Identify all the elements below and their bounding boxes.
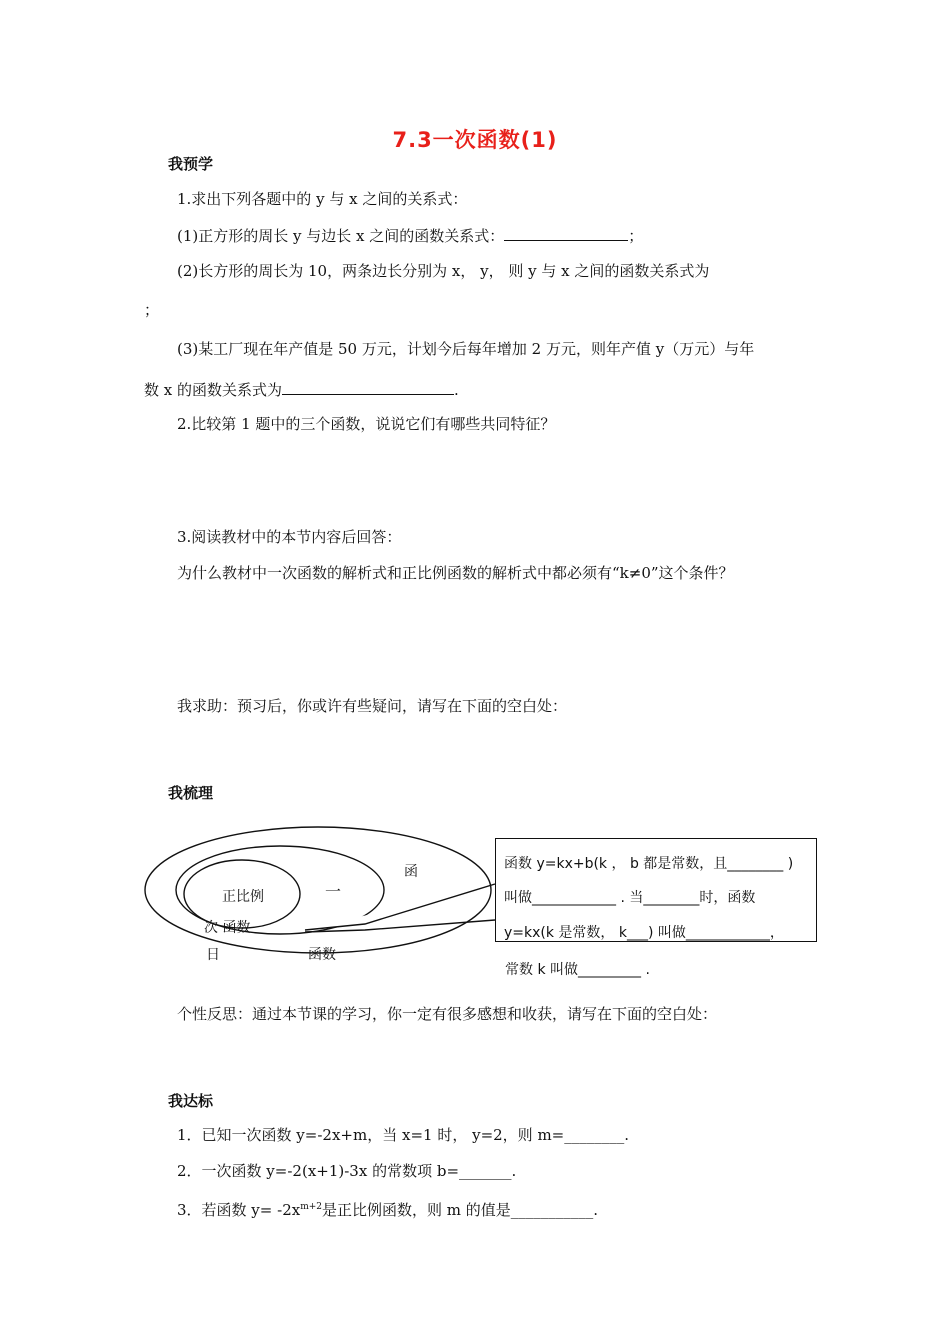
question-1: 1.求出下列各题中的 y 与 x 之间的关系式：: [177, 190, 468, 208]
diagram-label-function-b: 日: [206, 947, 220, 963]
question-1-2: (2)长方形的周长为 10，两条边长分别为 x， y， 则 y 与 x 之间的函数关系式为: [177, 262, 710, 280]
definition-callout-box: [495, 838, 817, 942]
definition-line-2: 叫做____________ . 当________时，函数: [504, 890, 756, 906]
question-1-1: [177, 224, 643, 247]
diagram-label-function-a: 函: [404, 864, 418, 880]
question-1-3-text: 数 x 的函数关系式为: [144, 381, 282, 399]
diagram-label-linear-b: 次 函数: [204, 920, 251, 936]
help-prompt: 我求助：预习后，你或许有些疑问，请写在下面的空白处：: [177, 697, 568, 715]
question-1-3-line2: [144, 378, 459, 401]
check-question-3-a: 3．若函数 y= -2x: [177, 1201, 301, 1219]
check-question-3-exponent: m+2: [300, 1202, 323, 1212]
question-1-3-end: .: [454, 381, 459, 399]
question-3-sub: 为什么教材中一次函数的解析式和正比例函数的解析式中都必须有“k≠0”这个条件？: [177, 564, 734, 582]
definition-line-4: 常数 k 叫做_________ .: [505, 962, 650, 978]
page-title: 7.3一次函数(1): [392, 128, 558, 152]
question-1-2-end: ；: [144, 301, 160, 319]
answer-blank-1-1[interactable]: [504, 224, 628, 241]
outer-ellipse: [145, 827, 491, 953]
reflection-prompt: 个性反思：通过本节课的学习，你一定有很多感想和收获，请写在下面的空白处：: [177, 1005, 718, 1023]
question-1-1-end: ；: [628, 227, 644, 245]
diagram-label-function-c: 函数: [308, 947, 336, 963]
definition-line-3: y=kx(k 是常数， k___) 叫做____________，: [504, 925, 784, 941]
diagram-label-proportional: 正比例: [222, 889, 264, 905]
question-1-1-text: (1)正方形的周长 y 与边长 x 之间的函数关系式：: [177, 227, 505, 245]
section-heading-sort: 我梳理: [168, 784, 214, 802]
check-question-2: 2．一次函数 y=-2(x+1)-3x 的常数项 b=_______.: [177, 1162, 517, 1180]
section-heading-preview: 我预学: [168, 155, 214, 173]
section-heading-check: 我达标: [168, 1092, 214, 1110]
question-1-3-line1: (3)某工厂现在年产值是 50 万元，计划今后每年增加 2 万元，则年产值 y（万元）与年: [177, 340, 755, 358]
answer-blank-1-3[interactable]: [282, 378, 454, 395]
check-question-3-b: 是正比例函数，则 m 的值是___________.: [322, 1201, 599, 1219]
definition-line-1: 函数 y=kx+b(k ， b 都是常数，且________ ): [504, 856, 794, 872]
check-question-1: 1．已知一次函数 y=-2x+m，当 x=1 时， y=2，则 m=________.: [177, 1126, 630, 1144]
question-3: 3.阅读教材中的本节内容后回答：: [177, 528, 402, 546]
check-question-3: [177, 1196, 598, 1221]
question-2: 2.比较第 1 题中的三个函数，说说它们有哪些共同特征？: [177, 415, 556, 433]
diagram-label-linear-a: 一: [325, 882, 342, 901]
